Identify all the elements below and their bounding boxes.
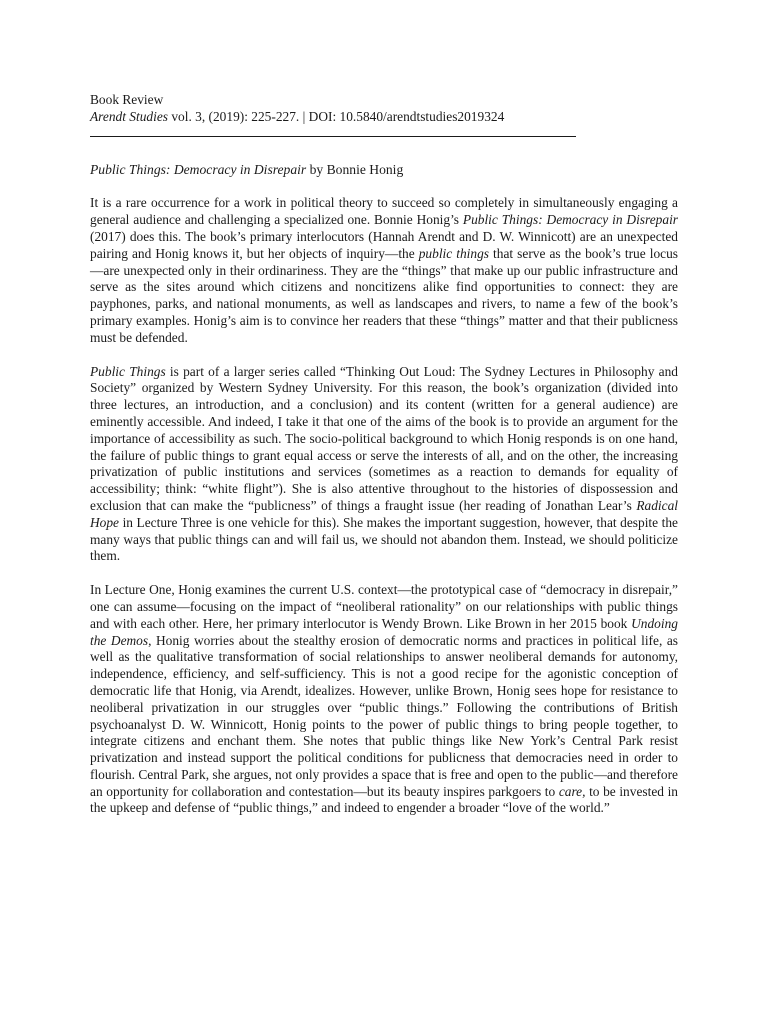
paragraph-2-italic-c: Radical Hope <box>90 497 678 530</box>
paragraph-3 <box>90 582 678 817</box>
citation-line <box>90 109 678 126</box>
journal-name: Arendt Studies <box>90 108 168 124</box>
paragraph-2-italic-a: Public Things <box>90 363 166 379</box>
header-divider <box>90 136 576 137</box>
paragraph-3-text-c: , Honig worries about the stealthy erosion of democratic norms and practices in political life, as well as the qualitative transformation of social relationships to answer neoliberal demands for autonomy, independence, efficiency, and self-sufficiency. This is not a good recipe for the agonistic conception of democratic life that Honig, via Arendt, idealizes. However, unlike Brown, Honig sees hope for resistance to neoliberal privatization in our struggles over “public things.” Following the contributions of British psychoanalyst D. W. Winnicott, Honig points to the power of public things to bring people together, to integrate citizens and enchant them. She notes that public things like New York’s Central Park resist privatization and instead support the political conditions for publicness that democracies need in order to flourish. Central Park, she argues, not only provides a space that is free and open to the public—and therefore an opportunity for collaboration and contestation—but its beauty inspires parkgoers to <box>90 632 678 799</box>
review-title <box>90 162 678 179</box>
citation-details: vol. 3, (2019): 225-227. | DOI: 10.5840/arendtstudies2019324 <box>167 108 505 124</box>
paragraph-3-text-a: In Lecture One, Honig examines the current U.S. context—the prototypical case of “democracy in disrepair,” one can assume—focusing on the impact of “neoliberal rationality” on our relationships with public things and with each other. Here, her primary interlocutor is Wendy Brown. Like Brown in her 2015 book <box>90 582 678 631</box>
paragraph-1-text-e: that serve as the book’s true locus—are unexpected only in their ordinariness. They are the “things” that make up our public infrastructure and serve as the sites around which citizens and noncitizens alike find opportunities to connect: they are payphones, parks, and national monuments, as well as landscapes and rivers, to name a few of the book’s primary examples. Honig’s aim is to convince her readers that these “things” matter and that their publicness must be defended. <box>90 245 678 345</box>
paragraph-1 <box>90 195 678 346</box>
paragraph-1-italic-b: Public Things: Democracy in Disrepair <box>462 212 678 228</box>
paragraph-3-italic-d: care, <box>558 783 586 799</box>
paragraph-1-italic-d: public things <box>418 245 489 261</box>
paragraph-3-text-e: to be invested in the upkeep and defense of “public things,” and indeed to engender a broader “love of the world.” <box>90 783 678 816</box>
paragraph-2 <box>90 364 678 566</box>
paragraph-3-italic-b: Undoing the Demos <box>90 615 678 648</box>
paragraph-1-text-c: (2017) does this. The book’s primary interlocutors (Hannah Arendt and D. W. Winnicott) are an unexpected pairing and Honig knows it, but her objects of inquiry—the <box>90 228 678 261</box>
paragraph-1-text-a: It is a rare occurrence for a work in political theory to succeed so completely in simultaneously engaging a general audience and challenging a specialized one. Bonnie Honig’s <box>90 195 678 228</box>
book-title: Public Things: Democracy in Disrepair <box>90 161 307 177</box>
paragraph-2-text-d: in Lecture Three is one vehicle for this). She makes the important suggestion, however, that despite the many ways that public things can and will fail us, we should not abandon them. Instead, we should politicize them. <box>90 514 678 564</box>
section-label: Book Review <box>90 92 164 107</box>
book-review-page <box>90 92 678 834</box>
book-author: by Bonnie Honig <box>306 161 404 177</box>
paragraph-2-text-b: is part of a larger series called “Thinking Out Loud: The Sydney Lectures in Philosophy and Society” organized by Western Sydney University. For this reason, the book’s organization (divided into three lectures, an introduction, and a conclusion) and its content (written for a general audience) are eminently accessible. And indeed, I take it that one of the aims of the book is to provide an argument for the importance of accessibility as such. The socio-political background to which Honig responds is on one hand, the failure of public things to grant equal access or serve the interests of all, and on the other, the increasing privatization of public institutions and services (sometimes as a reaction to demands for equality of accessibility; think: “white flight”). She is also attentive throughout to the histories of dispossession and exclusion that can make the “publicness” of things a fraught issue (her reading of Jonathan Lear’s <box>90 363 678 513</box>
